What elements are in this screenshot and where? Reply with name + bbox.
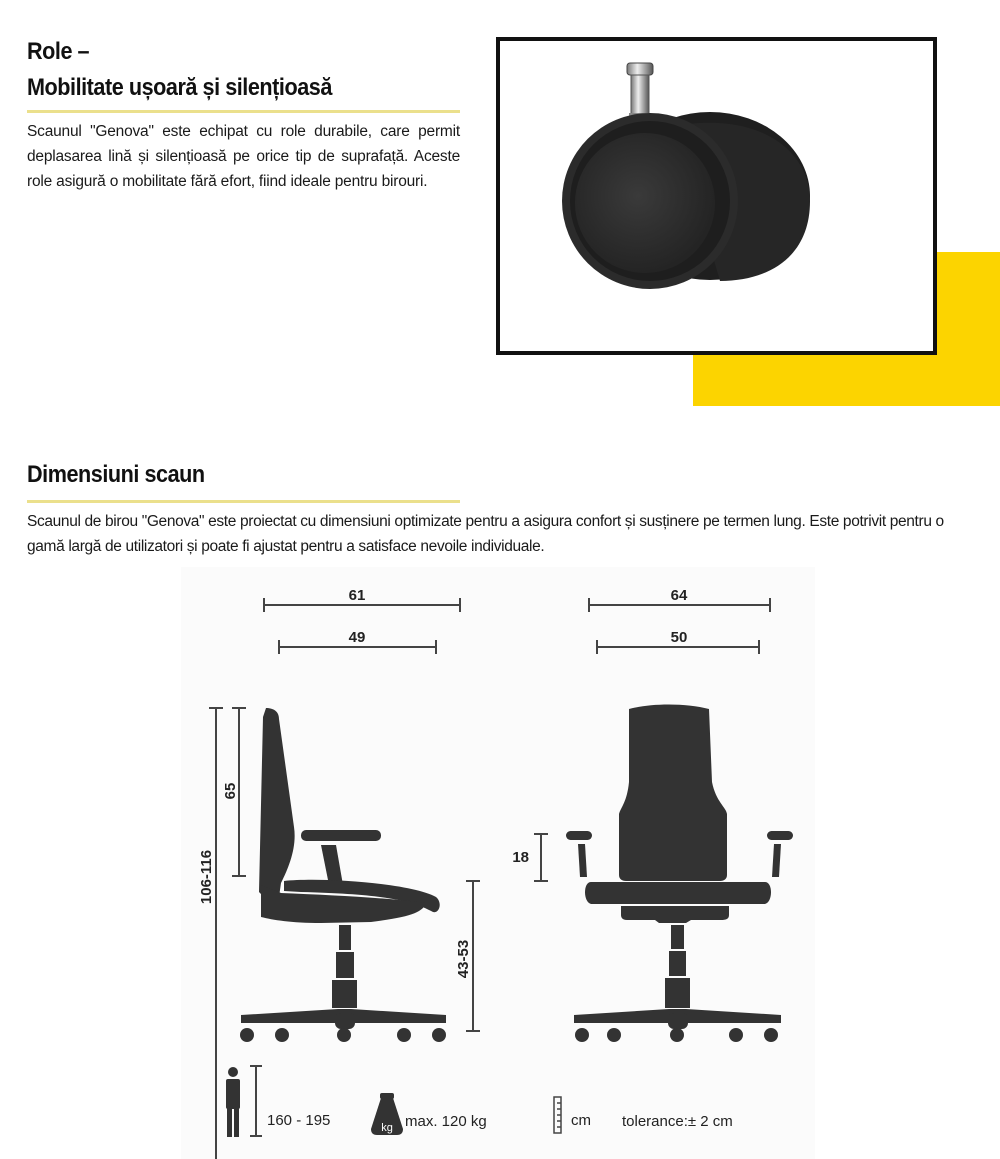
unit-legend bbox=[554, 1097, 591, 1133]
label-total-height: 106-116 bbox=[198, 849, 215, 905]
label-armrest-height: 18 bbox=[512, 849, 529, 866]
person-icon bbox=[226, 1067, 240, 1137]
user-height-legend bbox=[226, 1066, 330, 1137]
label-seat-width: 50 bbox=[670, 629, 688, 646]
rollers-heading bbox=[27, 34, 332, 106]
max-weight-value: max. 120 kg bbox=[405, 1113, 487, 1130]
unit-value: cm bbox=[571, 1112, 591, 1129]
rollers-heading-line2: Mobilitate ușoară și silențioasă bbox=[27, 74, 332, 101]
chair-dimensions-diagram bbox=[181, 567, 815, 1159]
weight-badge: kg bbox=[381, 1122, 393, 1134]
rollers-heading-underline bbox=[27, 110, 460, 113]
chair-side-view bbox=[240, 708, 446, 1042]
caster-image-frame bbox=[496, 37, 937, 355]
label-total-depth: 61 bbox=[348, 587, 366, 604]
chair-front-view bbox=[566, 705, 793, 1043]
weight-icon bbox=[371, 1093, 403, 1135]
label-seat-height: 43-53 bbox=[455, 939, 472, 979]
dimensions-heading-underline bbox=[27, 500, 460, 503]
label-backrest-height: 65 bbox=[222, 782, 239, 800]
tolerance-value: tolerance:± 2 cm bbox=[622, 1113, 733, 1130]
label-seat-depth: 49 bbox=[348, 629, 366, 646]
ruler-icon bbox=[554, 1097, 561, 1133]
max-weight-legend bbox=[371, 1093, 487, 1135]
rollers-description: Scaunul "Genova" este echipat cu role durabile, care permit deplasarea lină și silențioasă pe orice tip de suprafață. Aceste role asigură o mobilitate fără efort, fiind ideale pentru birouri. bbox=[27, 123, 460, 190]
caster-wheel-icon bbox=[500, 41, 933, 351]
rollers-heading-line1: Role – bbox=[27, 38, 90, 65]
dimensions-heading: Dimensiuni scaun bbox=[27, 461, 205, 488]
label-total-width: 64 bbox=[670, 587, 688, 604]
dimensions-description: Scaunul de birou "Genova" este proiectat cu dimensiuni optimizate pentru a asigura confort și susținere pe termen lung. Este potrivit pentru o gamă largă de utilizatori și poate fi ajustat pentru a satisface nevoile individuale. bbox=[27, 513, 944, 555]
user-height-value: 160 - 195 bbox=[267, 1112, 331, 1129]
